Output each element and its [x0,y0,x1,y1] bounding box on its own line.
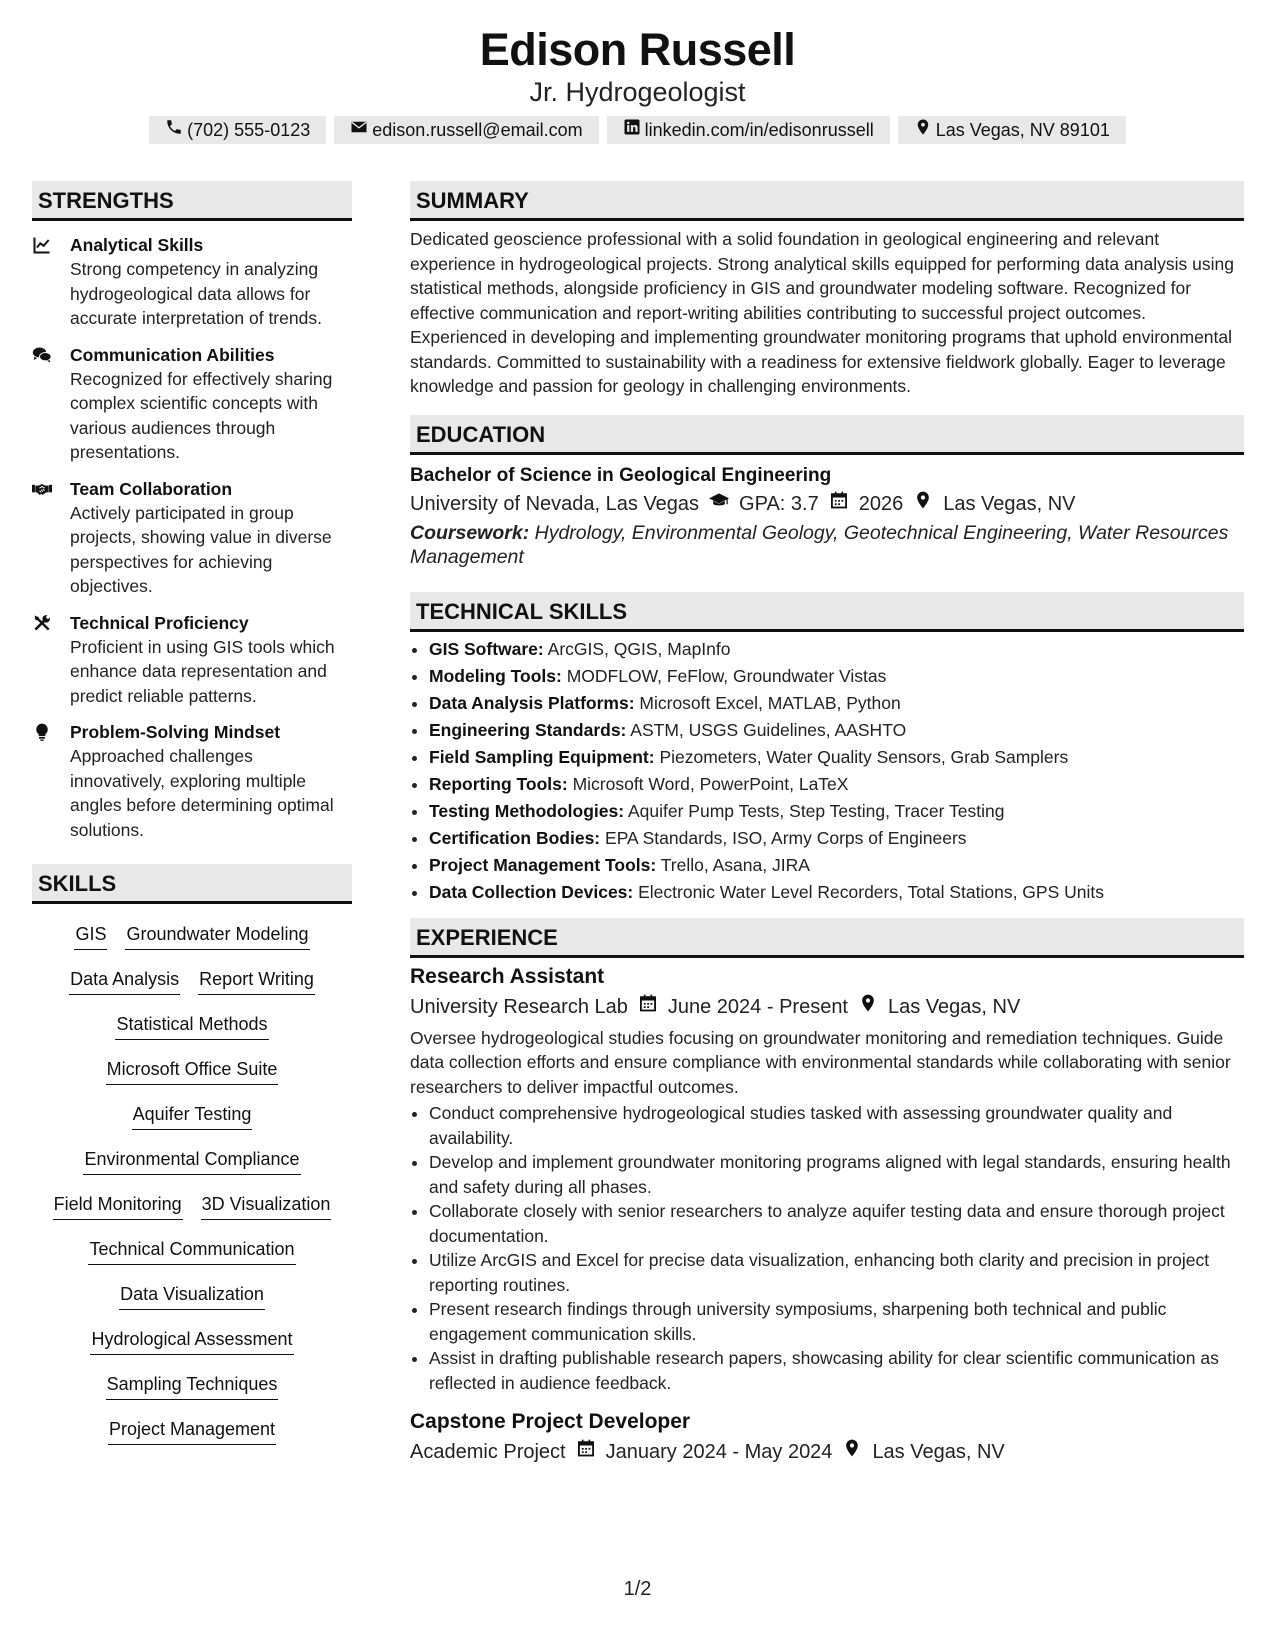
job-bullet: • Utilize ArcGIS and Excel for precise data visualization, enhancing both clarity and precision in project reporting routines. [429,1248,1244,1297]
technical-skill-label: Data Collection Devices: [429,881,634,902]
strength-desc: Actively participated in group projects, showing value in diverse perspectives for achieving objectives. [70,502,332,596]
skill-tag: Microsoft Office Suite [106,1058,279,1085]
technical-skill-label: Field Sampling Equipment: [429,746,655,767]
technical-skill-label: GIS Software: [429,638,544,659]
technical-skill-value: ASTM, USGS Guidelines, AASHTO [630,719,907,740]
education-location: Las Vegas, NV [943,492,1076,515]
summary-text: Dedicated geoscience professional with a solid foundation in geological engineering and relevant experience in hydrogeological projects. Strong analytical skills equipped for performing data analysis using statistical methods, alongside proficiency in GIS and groundwater modeling software. Recognized for effective communication and report-writing abilities contributing to successful project outcomes. Experienced in developing and implementing groundwater monitoring programs that uphold environmental standards. Committed to sustainability with a readiness for extensive fieldwork globally. Eager to leverage knowledge and passion for geology in challenging environments. [410,229,1234,396]
skill-row [32,1004,352,1049]
technical-skill-value: Electronic Water Level Recorders, Total Stations, GPS Units [638,881,1104,902]
job-entry [410,1407,1244,1467]
strength-desc: Strong competency in analyzing hydrogeological data allows for accurate interpretation of trends. [70,259,322,328]
job-bullet: • Conduct comprehensive hydrogeological studies tasked with assessing groundwater quality and availability. [429,1101,1244,1150]
email-text: edison.russell@email.com [372,120,583,140]
job-dates: June 2024 - Present [667,995,848,1018]
technical-skill-item [429,717,1244,744]
skill-tag: Aquifer Testing [132,1103,253,1130]
job-dates: January 2024 - May 2024 [605,1441,833,1463]
strength-item [32,477,352,599]
job-bullet: • Assist in drafting publishable research papers, showcasing ability for clear scientific communication as reflected in audience feedback. [429,1346,1244,1395]
skill-tag: GIS [74,923,107,950]
skill-tag: Data Analysis [69,968,180,995]
technical-skill-value: Microsoft Word, PowerPoint, LaTeX [572,773,849,794]
map-pin-icon [858,992,878,1022]
strengths-heading: STRENGTHS [32,181,352,221]
contact-location[interactable] [898,116,1126,144]
strength-title: Analytical Skills [70,235,204,255]
calendar-icon [638,992,658,1022]
technical-skill-item [429,879,1244,906]
skill-row [32,959,352,1004]
skill-row [32,914,352,959]
technical-skill-item [429,663,1244,690]
technical-skill-item [429,798,1244,825]
right-column [410,181,1244,1467]
job-entry [410,962,1244,1396]
location-text: Las Vegas, NV 89101 [935,120,1110,140]
skill-tag: Statistical Methods [115,1013,268,1040]
phone-text: (702) 555-0123 [187,120,311,140]
strength-item [32,233,352,331]
technical-skill-value: MODFLOW, FeFlow, Groundwater Vistas [566,665,887,686]
technical-skills-list [410,636,1244,906]
experience-heading: EXPERIENCE [410,918,1244,958]
calendar-icon [576,1437,596,1467]
strength-desc: Proficient in using GIS tools which enhance data representation and predict reliable patterns. [70,636,335,706]
technical-skill-label: Reporting Tools: [429,773,568,794]
strength-item [32,343,352,465]
comments-icon [32,343,70,465]
strength-item [32,720,352,842]
summary-heading: SUMMARY [410,181,1244,221]
technical-skill-item [429,636,1244,663]
phone-icon [165,116,183,144]
degree-title: Bachelor of Science in Geological Engineering [410,464,832,486]
job-location: Las Vegas, NV [872,1441,1005,1463]
envelope-icon [350,116,368,144]
contact-phone[interactable] [149,116,326,144]
page-number: 1/2 [623,1578,652,1600]
skill-row [32,1274,352,1319]
technical-skill-item [429,825,1244,852]
technical-skills-heading: TECHNICAL SKILLS [410,592,1244,632]
graduation-year: 2026 [858,492,904,515]
technical-skill-label: Modeling Tools: [429,665,562,686]
skill-tag: Sampling Techniques [106,1373,279,1400]
job-bullet: • Develop and implement groundwater monitoring programs aligned with legal standards, ensuring health and safety during all phases. [429,1150,1244,1199]
technical-skill-item [429,852,1244,879]
job-title: Capstone Project Developer [410,1410,691,1433]
graduation-cap-icon [709,489,729,519]
strength-desc: Approached challenges innovatively, exploring multiple angles before determining optimal solutions. [70,746,334,840]
gpa-text: GPA: 3.7 [739,492,819,515]
contact-email[interactable] [334,116,598,144]
contact-bar [0,116,1275,144]
education-meta [410,489,1244,519]
tools-icon [32,611,70,709]
coursework-list: Hydrology, Environmental Geology, Geotechnical Engineering, Water Resources Management [410,521,1229,568]
skill-tag: Groundwater Modeling [125,923,309,950]
technical-skill-label: Certification Bodies: [429,827,601,848]
resume-header [0,24,1275,144]
technical-skill-value: ArcGIS, QGIS, MapInfo [547,638,731,659]
skill-tag: Report Writing [198,968,315,995]
skills-list [32,914,352,1454]
job-org: University Research Lab [410,995,628,1018]
skill-tag: Hydrological Assessment [90,1328,293,1355]
school-name: University of Nevada, Las Vegas [410,492,700,515]
skill-tag: 3D Visualization [201,1193,332,1220]
skill-tag: Field Monitoring [53,1193,183,1220]
coursework-label: Coursework: [410,521,530,544]
job-bullet: • Collaborate closely with senior researchers to analyze aquifer testing data and ensure thorough project documentation. [429,1199,1244,1248]
skill-row [32,1139,352,1184]
technical-skill-label: Testing Methodologies: [429,800,625,821]
job-location: Las Vegas, NV [888,995,1021,1018]
map-pin-icon [842,1437,862,1467]
linkedin-icon [623,116,641,144]
linkedin-text: linkedin.com/in/edisonrussell [644,120,874,140]
technical-skill-item [429,771,1244,798]
skill-row [32,1184,352,1229]
skill-tag: Technical Communication [88,1238,295,1265]
map-pin-icon [913,489,933,519]
map-pin-icon [914,116,932,144]
technical-skill-value: Trello, Asana, JIRA [660,854,810,875]
skill-row [32,1409,352,1454]
job-summary: Oversee hydrogeological studies focusing on groundwater monitoring and remediation techniques. Guide data collection efforts and ensure compliance with environmental standards while collaborating with senior researchers to deliver impactful outcomes. [410,1027,1231,1097]
strength-desc: Recognized for effectively sharing complex scientific concepts with various audiences through presentations. [70,368,333,462]
technical-skill-value: Aquifer Pump Tests, Step Testing, Tracer Testing [628,800,1005,821]
chart-line-icon [32,233,70,331]
technical-skill-item [429,690,1244,717]
calendar-icon [829,489,849,519]
skill-row [32,1319,352,1364]
strength-title: Communication Abilities [70,344,275,365]
job-org: Academic Project [410,1441,566,1463]
handshake-icon [32,477,70,599]
candidate-title: Jr. Hydrogeologist [529,77,746,107]
contact-linkedin[interactable] [607,116,890,144]
strength-item [32,611,352,709]
coursework [410,521,1244,570]
left-column [32,181,352,1454]
strength-title: Problem-Solving Mindset [70,722,281,742]
technical-skill-item [429,744,1244,771]
technical-skill-label: Engineering Standards: [429,719,627,740]
skill-tag: Project Management [108,1418,276,1445]
skill-row [32,1094,352,1139]
candidate-name: Edison Russell [479,24,796,75]
education-heading: EDUCATION [410,415,1244,455]
lightbulb-icon [32,720,70,842]
technical-skill-value: Piezometers, Water Quality Sensors, Grab Samplers [659,746,1069,767]
skill-row [32,1229,352,1274]
technical-skill-value: Microsoft Excel, MATLAB, Python [639,692,901,713]
skill-row [32,1049,352,1094]
job-meta [410,992,1244,1022]
job-bullet: • Present research findings through university symposiums, sharpening both technical and public engagement communication skills. [429,1297,1244,1346]
job-meta [410,1437,1244,1467]
technical-skill-label: Project Management Tools: [429,854,657,875]
strength-title: Team Collaboration [70,478,233,499]
skill-row [32,1364,352,1409]
technical-skill-label: Data Analysis Platforms: [429,692,635,713]
strength-title: Technical Proficiency [70,612,249,633]
skills-heading: SKILLS [32,864,352,904]
technical-skill-value: EPA Standards, ISO, Army Corps of Engineers [605,827,967,848]
job-bullets [410,1101,1244,1395]
skill-tag: Data Visualization [119,1283,265,1310]
job-title: Research Assistant [410,964,605,988]
skill-tag: Environmental Compliance [83,1148,300,1175]
